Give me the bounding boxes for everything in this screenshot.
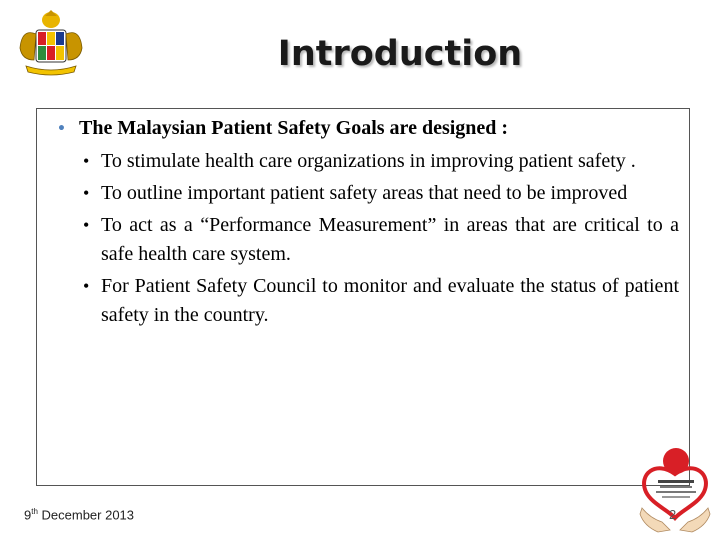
bullet-dot-icon: • <box>83 151 90 171</box>
bullet-dot-icon: • <box>83 215 90 235</box>
content-box <box>36 108 690 486</box>
list-item <box>83 272 679 330</box>
footer-date <box>24 507 134 522</box>
footer-date-rest: December 2013 <box>37 507 135 523</box>
patient-safety-logo-icon <box>636 444 714 536</box>
bullet-dot-icon: • <box>57 121 66 137</box>
list-item <box>83 147 679 176</box>
footer-date-suffix: th <box>31 507 38 516</box>
slide-title: Introduction <box>277 34 523 74</box>
page-number: 2 <box>669 507 677 522</box>
list-item <box>83 179 679 208</box>
main-bullet-text: The Malaysian Patient Safety Goals are designed : <box>79 117 509 139</box>
footer-date-day: 9 <box>24 507 32 523</box>
list-item-text: To stimulate health care organizations in improving patient safety . <box>101 150 636 172</box>
bullet-dot-icon: • <box>83 183 90 203</box>
list-item-text: To act as a “Performance Measurement” in areas that are critical to a safe health care system. <box>101 214 679 265</box>
list-item <box>83 211 679 269</box>
list-item-text: To outline important patient safety areas that need to be improved <box>101 182 628 204</box>
bullet-dot-icon: • <box>83 276 90 296</box>
list-item-text: For Patient Safety Council to monitor and evaluate the status of patient safety in the country. <box>101 275 679 326</box>
sub-bullet-list <box>83 147 679 333</box>
